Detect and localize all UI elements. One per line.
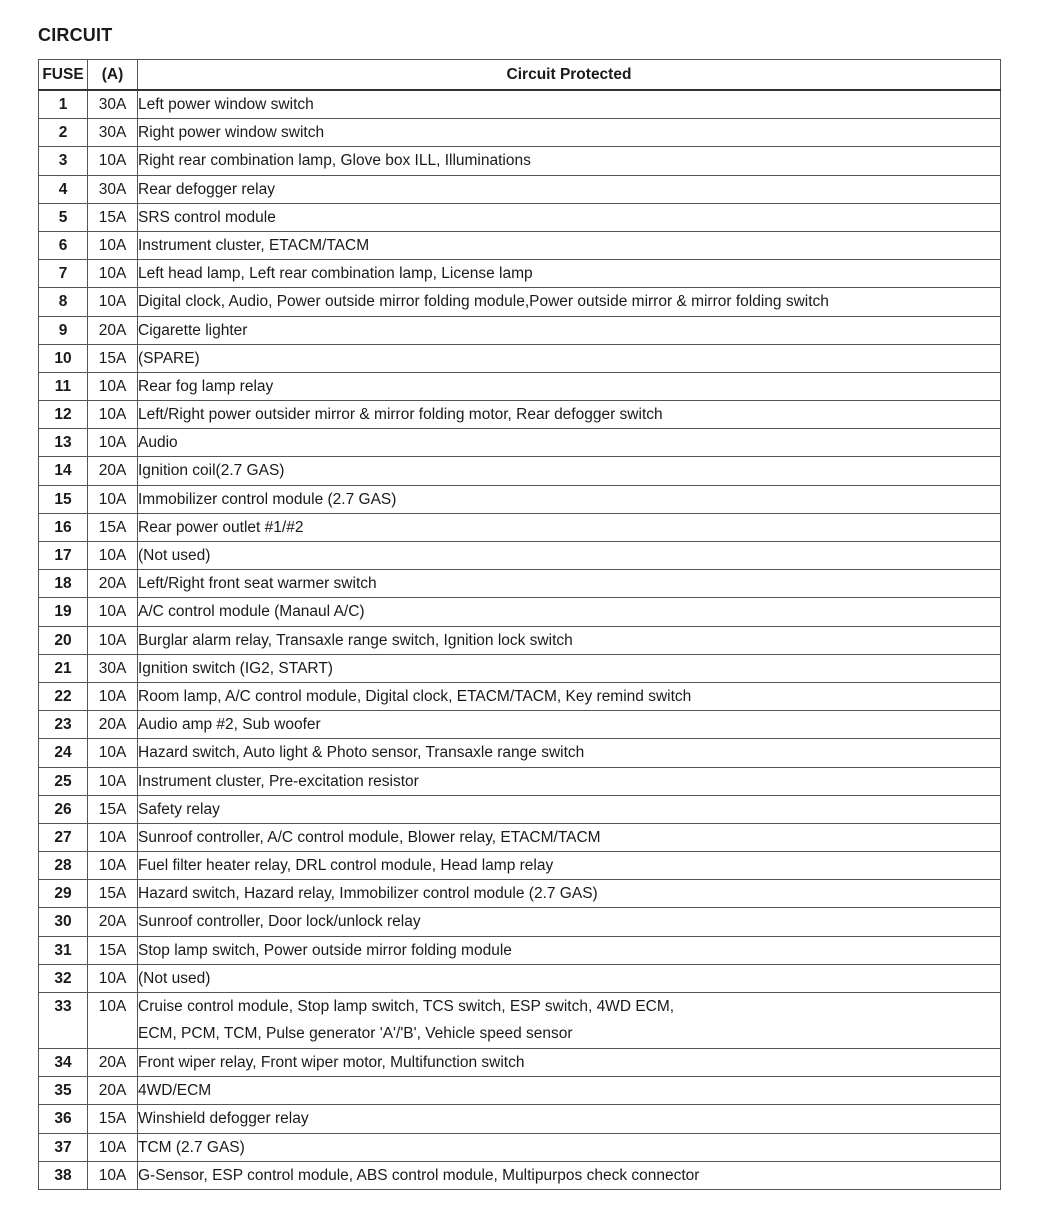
table-row [39, 401, 1001, 429]
circuit-protected-cell [138, 570, 1001, 598]
fuse-number-cell: 28 [39, 852, 88, 880]
fuse-number-cell: 13 [39, 429, 88, 457]
table-row [39, 682, 1001, 710]
page-title: CIRCUIT [38, 25, 113, 45]
circuit-text: Room lamp, A/C control module, Digital clock, ETACM/TACM, Key remind switch [138, 687, 692, 705]
circuit-protected-cell [138, 654, 1001, 682]
table-row [39, 288, 1001, 316]
amperage-cell: 10A [88, 485, 138, 513]
table-row [39, 260, 1001, 288]
circuit-protected-cell [138, 203, 1001, 231]
circuit-protected-cell [138, 711, 1001, 739]
circuit-protected-cell [138, 231, 1001, 259]
circuit-protected-cell [138, 485, 1001, 513]
table-row [39, 852, 1001, 880]
amperage-cell: 10A [88, 823, 138, 851]
fuse-number-cell: 18 [39, 570, 88, 598]
table-row [39, 203, 1001, 231]
table-row [39, 570, 1001, 598]
fuse-number-cell: 26 [39, 795, 88, 823]
circuit-protected-cell [138, 993, 1001, 1049]
fuse-number-cell: 25 [39, 767, 88, 795]
amperage-cell: 10A [88, 964, 138, 992]
table-row [39, 1133, 1001, 1161]
amperage-cell: 20A [88, 316, 138, 344]
fuse-number-cell: 10 [39, 344, 88, 372]
table-row [39, 119, 1001, 147]
amperage-cell: 10A [88, 852, 138, 880]
table-row [39, 429, 1001, 457]
fuse-number-cell: 17 [39, 542, 88, 570]
amperage-cell: 15A [88, 936, 138, 964]
fuse-number-cell: 33 [39, 993, 88, 1049]
table-row [39, 513, 1001, 541]
circuit-text: Safety relay [138, 800, 220, 818]
table-row [39, 1105, 1001, 1133]
circuit-protected-cell [138, 429, 1001, 457]
circuit-protected-cell [138, 175, 1001, 203]
amperage-cell: 10A [88, 993, 138, 1049]
circuit-text: Instrument cluster, Pre-excitation resistor [138, 772, 419, 790]
amperage-cell: 20A [88, 570, 138, 598]
circuit-protected-cell [138, 542, 1001, 570]
fuse-number-cell: 23 [39, 711, 88, 739]
table-row [39, 485, 1001, 513]
fuse-number-cell: 11 [39, 372, 88, 400]
amperage-cell: 20A [88, 457, 138, 485]
circuit-text: Left/Right front seat warmer switch [138, 575, 377, 593]
circuit-protected-cell [138, 90, 1001, 119]
amperage-cell: 10A [88, 372, 138, 400]
amperage-cell: 20A [88, 1049, 138, 1077]
table-row [39, 993, 1001, 1049]
circuit-protected-cell [138, 852, 1001, 880]
amperage-cell: 20A [88, 1077, 138, 1105]
circuit-protected-cell [138, 823, 1001, 851]
circuit-protected-cell [138, 626, 1001, 654]
circuit-text-continued: ECM, PCM, TCM, Pulse generator 'A'/'B', Vehicle speed sensor [138, 1025, 573, 1042]
amperage-cell: 20A [88, 711, 138, 739]
amperage-cell: 10A [88, 739, 138, 767]
circuit-text: Left head lamp, Left rear combination lamp, License lamp [138, 265, 533, 283]
amperage-cell: 10A [88, 682, 138, 710]
table-row [39, 372, 1001, 400]
circuit-text: (SPARE) [138, 349, 200, 367]
circuit-protected-cell [138, 1077, 1001, 1105]
fuse-number-cell: 37 [39, 1133, 88, 1161]
amperage-cell: 10A [88, 231, 138, 259]
circuit-protected-cell [138, 372, 1001, 400]
circuit-protected-cell [138, 147, 1001, 175]
table-row [39, 344, 1001, 372]
circuit-text: 4WD/ECM [138, 1082, 212, 1100]
circuit-protected-cell [138, 1105, 1001, 1133]
circuit-protected-cell [138, 936, 1001, 964]
table-row [39, 598, 1001, 626]
amperage-cell: 10A [88, 767, 138, 795]
amperage-cell: 10A [88, 429, 138, 457]
fuse-number-cell: 12 [39, 401, 88, 429]
amperage-cell: 30A [88, 175, 138, 203]
circuit-text: Right power window switch [138, 124, 325, 142]
circuit-text: Cruise control module, Stop lamp switch, TCS switch, ESP switch, 4WD ECM, [138, 998, 675, 1015]
circuit-text: G-Sensor, ESP control module, ABS control module, Multipurpos check connector [138, 1166, 700, 1184]
circuit-text: Rear fog lamp relay [138, 377, 274, 395]
circuit-protected-cell [138, 908, 1001, 936]
circuit-text: Audio amp #2, Sub woofer [138, 716, 321, 734]
circuit-text: Cigarette lighter [138, 321, 248, 339]
fuse-number-cell: 22 [39, 682, 88, 710]
circuit-protected-cell [138, 767, 1001, 795]
fuse-table [38, 59, 1001, 1190]
table-row [39, 231, 1001, 259]
circuit-text: Digital clock, Audio, Power outside mirror folding module,Power outside mirror & mirror folding switch [138, 293, 829, 311]
circuit-text: Ignition switch (IG2, START) [138, 659, 333, 677]
table-row [39, 147, 1001, 175]
fuse-number-cell: 2 [39, 119, 88, 147]
circuit-protected-cell [138, 119, 1001, 147]
circuit-protected-cell [138, 964, 1001, 992]
circuit-protected-cell [138, 344, 1001, 372]
table-row [39, 739, 1001, 767]
table-row [39, 90, 1001, 119]
amperage-cell: 10A [88, 147, 138, 175]
amperage-cell: 30A [88, 119, 138, 147]
circuit-protected-cell [138, 401, 1001, 429]
amperage-cell: 10A [88, 1161, 138, 1189]
table-row [39, 542, 1001, 570]
circuit-protected-cell [138, 513, 1001, 541]
circuit-text: Winshield defogger relay [138, 1110, 309, 1128]
column-header-amp: (A) [88, 60, 138, 91]
circuit-text: A/C control module (Manaul A/C) [138, 603, 365, 621]
fuse-number-cell: 35 [39, 1077, 88, 1105]
circuit-protected-cell [138, 880, 1001, 908]
fuse-number-cell: 9 [39, 316, 88, 344]
table-row [39, 1049, 1001, 1077]
amperage-cell: 10A [88, 401, 138, 429]
table-row [39, 457, 1001, 485]
fuse-number-cell: 8 [39, 288, 88, 316]
amperage-cell: 15A [88, 1105, 138, 1133]
circuit-text: Immobilizer control module (2.7 GAS) [138, 490, 397, 508]
circuit-text: (Not used) [138, 547, 211, 564]
fuse-number-cell: 30 [39, 908, 88, 936]
fuse-number-cell: 34 [39, 1049, 88, 1077]
fuse-number-cell: 38 [39, 1161, 88, 1189]
fuse-number-cell: 19 [39, 598, 88, 626]
circuit-text: Instrument cluster, ETACM/TACM [138, 236, 370, 254]
fuse-number-cell: 32 [39, 964, 88, 992]
table-row [39, 316, 1001, 344]
fuse-number-cell: 15 [39, 485, 88, 513]
circuit-text: Front wiper relay, Front wiper motor, Multifunction switch [138, 1054, 525, 1071]
circuit-protected-cell [138, 598, 1001, 626]
fuse-number-cell: 24 [39, 739, 88, 767]
amperage-cell: 15A [88, 795, 138, 823]
table-body [39, 90, 1001, 1189]
table-row [39, 711, 1001, 739]
amperage-cell: 10A [88, 542, 138, 570]
circuit-text: Fuel filter heater relay, DRL control module, Head lamp relay [138, 857, 554, 875]
circuit-protected-cell [138, 457, 1001, 485]
table-header-row [39, 60, 1001, 91]
fuse-number-cell: 4 [39, 175, 88, 203]
amperage-cell: 10A [88, 260, 138, 288]
column-header-circuit: Circuit Protected [138, 60, 1001, 91]
fuse-number-cell: 21 [39, 654, 88, 682]
circuit-text: Left power window switch [138, 96, 314, 113]
circuit-text: Right rear combination lamp, Glove box ILL, Illuminations [138, 152, 531, 170]
table-row [39, 908, 1001, 936]
circuit-protected-cell [138, 260, 1001, 288]
fuse-number-cell: 36 [39, 1105, 88, 1133]
circuit-text: Rear defogger relay [138, 180, 275, 198]
amperage-cell: 10A [88, 626, 138, 654]
amperage-cell: 10A [88, 598, 138, 626]
table-row [39, 795, 1001, 823]
circuit-text: Sunroof controller, Door lock/unlock relay [138, 913, 421, 931]
amperage-cell: 15A [88, 344, 138, 372]
circuit-protected-cell [138, 682, 1001, 710]
circuit-protected-cell [138, 739, 1001, 767]
fuse-number-cell: 20 [39, 626, 88, 654]
fuse-number-cell: 3 [39, 147, 88, 175]
circuit-protected-cell [138, 316, 1001, 344]
circuit-protected-cell [138, 1133, 1001, 1161]
amperage-cell: 15A [88, 513, 138, 541]
fuse-number-cell: 27 [39, 823, 88, 851]
circuit-text: Stop lamp switch, Power outside mirror folding module [138, 941, 512, 959]
circuit-protected-cell [138, 288, 1001, 316]
circuit-text: Audio [138, 434, 178, 452]
table-row [39, 626, 1001, 654]
circuit-text: Hazard switch, Hazard relay, Immobilizer control module (2.7 GAS) [138, 885, 598, 903]
circuit-text: TCM (2.7 GAS) [138, 1138, 245, 1156]
table-row [39, 654, 1001, 682]
circuit-text: Left/Right power outsider mirror & mirror folding motor, Rear defogger switch [138, 406, 663, 424]
table-row [39, 964, 1001, 992]
fuse-number-cell: 1 [39, 90, 88, 119]
amperage-cell: 10A [88, 1133, 138, 1161]
table-row [39, 1077, 1001, 1105]
circuit-text: SRS control module [138, 208, 276, 226]
fuse-number-cell: 31 [39, 936, 88, 964]
table-row [39, 880, 1001, 908]
fuse-number-cell: 16 [39, 513, 88, 541]
table-row [39, 1161, 1001, 1189]
table-row [39, 823, 1001, 851]
circuit-text: (Not used) [138, 969, 211, 987]
circuit-text: Ignition coil(2.7 GAS) [138, 462, 285, 480]
amperage-cell: 30A [88, 90, 138, 119]
table-row [39, 175, 1001, 203]
amperage-cell: 20A [88, 908, 138, 936]
fuse-number-cell: 7 [39, 260, 88, 288]
circuit-text: Hazard switch, Auto light & Photo sensor, Transaxle range switch [138, 744, 585, 762]
circuit-protected-cell [138, 795, 1001, 823]
amperage-cell: 10A [88, 288, 138, 316]
column-header-fuse: FUSE [39, 60, 88, 91]
fuse-number-cell: 29 [39, 880, 88, 908]
table-row [39, 767, 1001, 795]
amperage-cell: 15A [88, 880, 138, 908]
circuit-text: Sunroof controller, A/C control module, Blower relay, ETACM/TACM [138, 828, 601, 846]
circuit-protected-cell [138, 1049, 1001, 1077]
amperage-cell: 15A [88, 203, 138, 231]
table-row [39, 936, 1001, 964]
fuse-number-cell: 6 [39, 231, 88, 259]
amperage-cell: 30A [88, 654, 138, 682]
circuit-text: Burglar alarm relay, Transaxle range switch, Ignition lock switch [138, 631, 573, 649]
circuit-protected-cell [138, 1161, 1001, 1189]
circuit-text: Rear power outlet #1/#2 [138, 518, 304, 536]
fuse-number-cell: 5 [39, 203, 88, 231]
fuse-number-cell: 14 [39, 457, 88, 485]
